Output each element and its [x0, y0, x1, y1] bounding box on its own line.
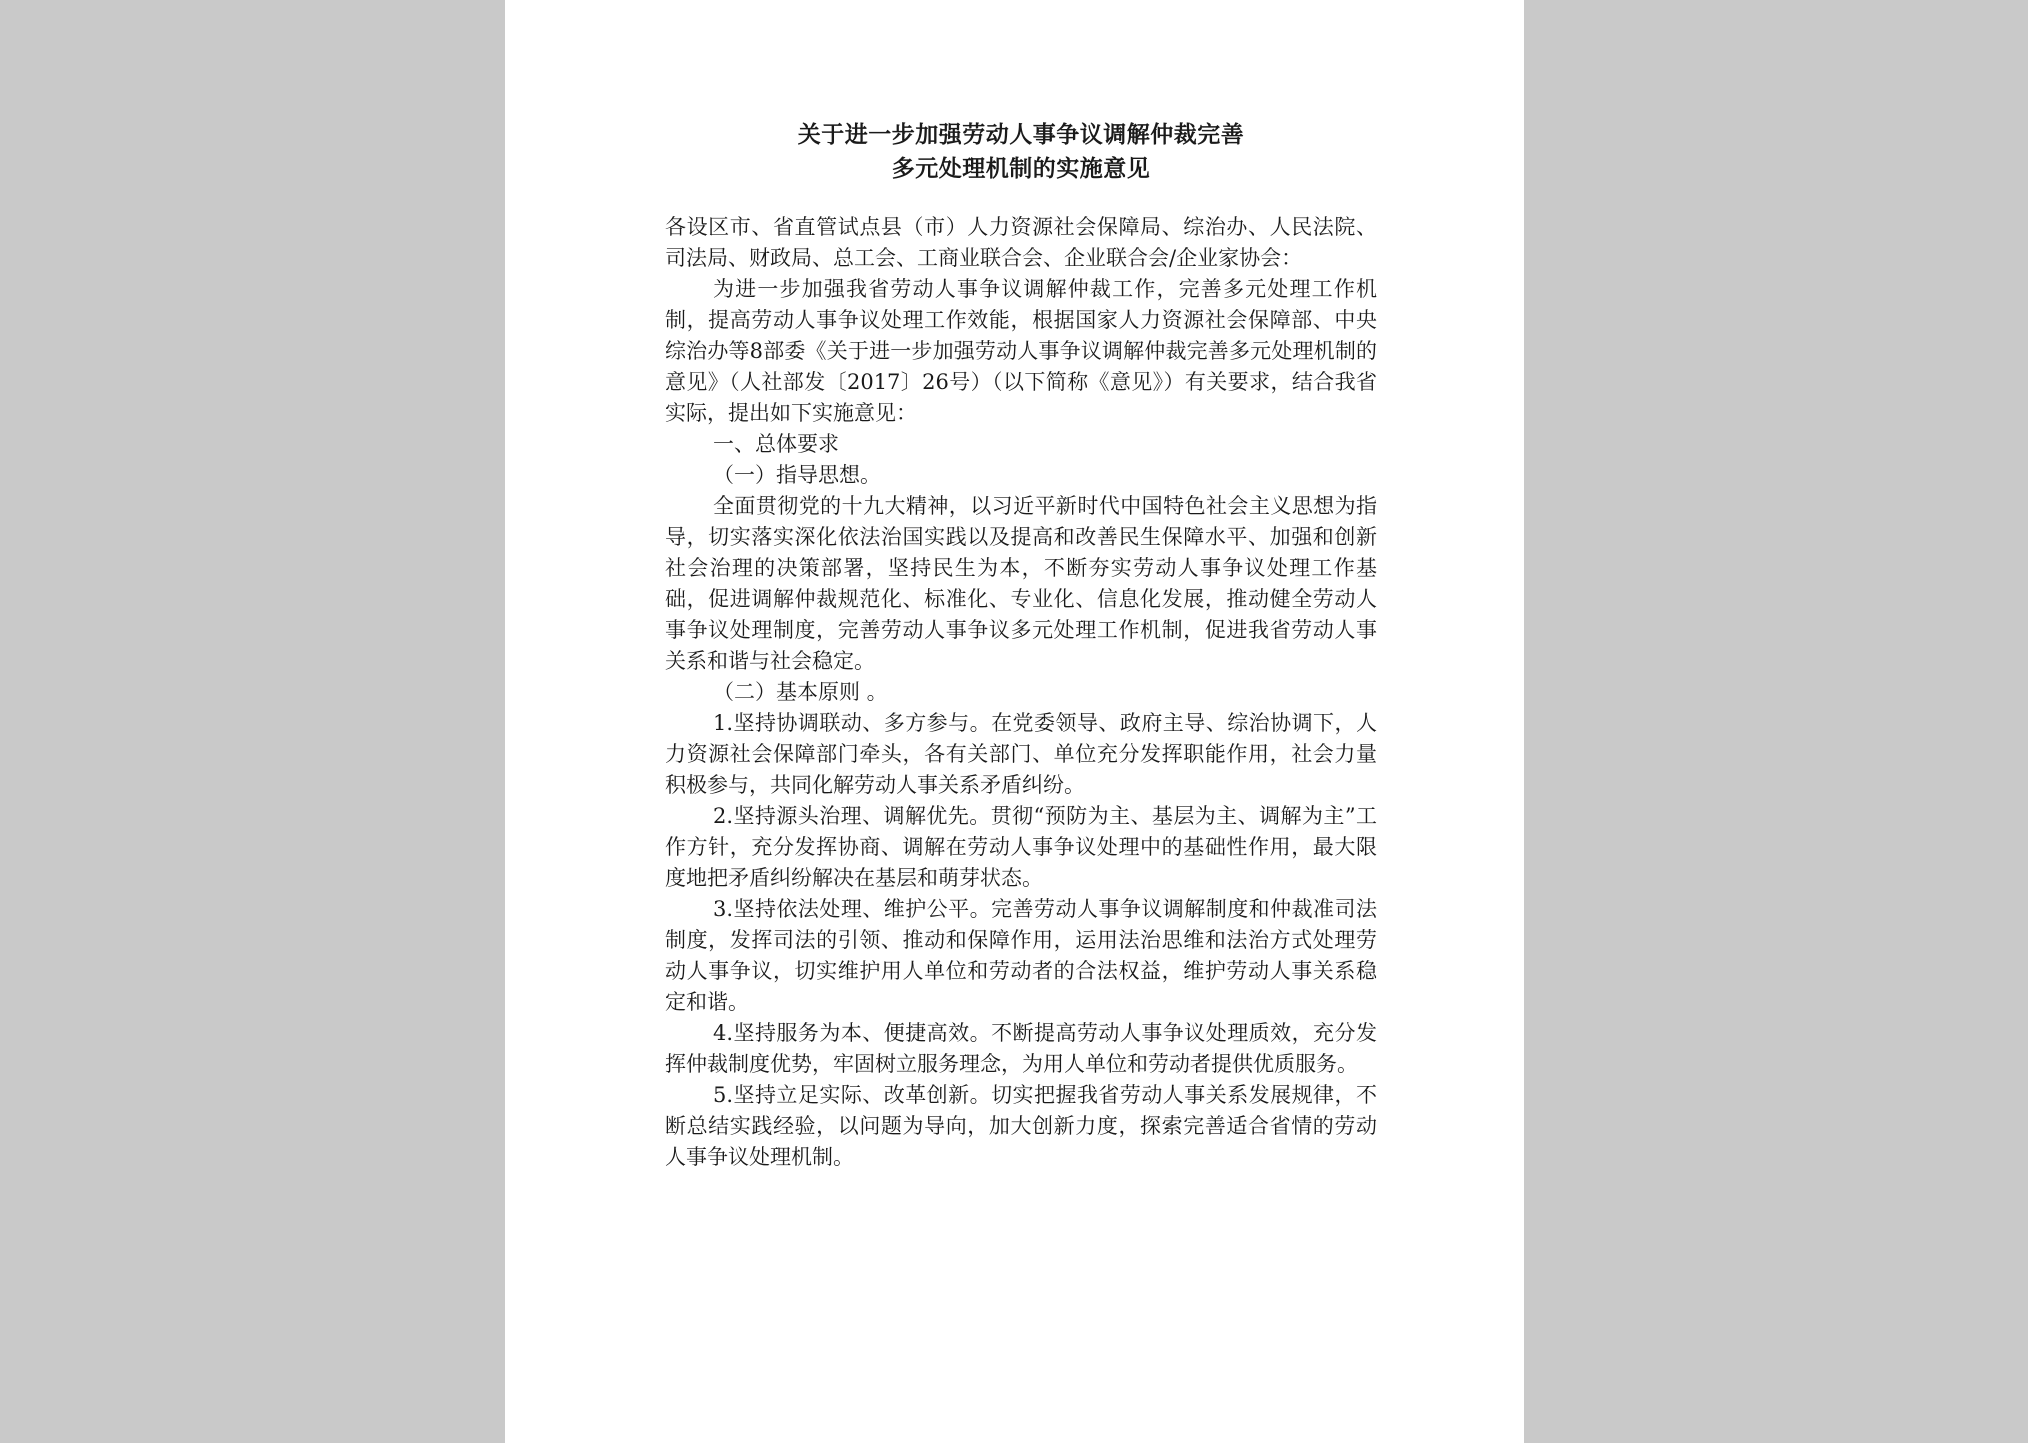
guiding-thought-paragraph: 全面贯彻党的十九大精神，以习近平新时代中国特色社会主义思想为指导，切实落实深化依法治国实践以及提高和改善民生保障水平、加强和创新社会治理的决策部署，坚持民生为本，不断夯实劳动人事争议处理工作基础，促进调解仲裁规范化、标准化、专业化、信息化发展，推动健全劳动人事争议处理制度，完善劳动人事争议多元处理工作机制，促进我省劳动人事关系和谐与社会稳定。	[665, 494, 1377, 673]
title-line-1: 关于进一步加强劳动人事争议调解仲裁完善	[797, 122, 1245, 148]
principle-3-paragraph: 3.坚持依法处理、维护公平。完善劳动人事争议调解制度和仲裁准司法制度，发挥司法的引领、推动和保障作用，运用法治思维和法治方式处理劳动人事争议，切实维护用人单位和劳动者的合法权益，维护劳动人事关系稳定和谐。	[665, 897, 1377, 1014]
principle-1-paragraph: 1.坚持协调联动、多方参与。在党委领导、政府主导、综治协调下，人力资源社会保障部门牵头，各有关部门、单位充分发挥职能作用，社会力量积极参与，共同化解劳动人事关系矛盾纠纷。	[665, 711, 1377, 797]
document-title	[665, 118, 1377, 186]
principle-5-paragraph: 5.坚持立足实际、改革创新。切实把握我省劳动人事关系发展规律，不断总结实践经验，以问题为导向，加大创新力度，探索完善适合省情的劳动人事争议处理机制。	[665, 1083, 1377, 1169]
document-page	[505, 0, 1524, 1443]
subsection-heading-1: （一）指导思想。	[713, 463, 881, 487]
recipients-paragraph: 各设区市、省直管试点县（市）人力资源社会保障局、综治办、人民法院、司法局、财政局、总工会、工商业联合会、企业联合会/企业家协会：	[665, 215, 1377, 270]
intro-paragraph: 为进一步加强我省劳动人事争议调解仲裁工作，完善多元处理工作机制，提高劳动人事争议处理工作效能，根据国家人力资源社会保障部、中央综治办等8部委《关于进一步加强劳动人事争议调解仲裁完善多元处理机制的意见》（人社部发〔2017〕26号）（以下简称《意见》）有关要求，结合我省实际，提出如下实施意见：	[665, 277, 1377, 425]
principle-4-paragraph: 4.坚持服务为本、便捷高效。不断提高劳动人事争议处理质效，充分发挥仲裁制度优势，牢固树立服务理念，为用人单位和劳动者提供优质服务。	[665, 1021, 1377, 1076]
principle-2-paragraph: 2.坚持源头治理、调解优先。贯彻“预防为主、基层为主、调解为主”工作方针，充分发挥协商、调解在劳动人事争议处理中的基础性作用，最大限度地把矛盾纠纷解决在基层和萌芽状态。	[665, 804, 1377, 890]
page-content	[665, 118, 1377, 1173]
section-heading-1: 一、总体要求	[713, 432, 839, 456]
subsection-heading-2: （二）基本原则 。	[713, 680, 888, 704]
title-line-2: 多元处理机制的实施意见	[891, 156, 1151, 182]
